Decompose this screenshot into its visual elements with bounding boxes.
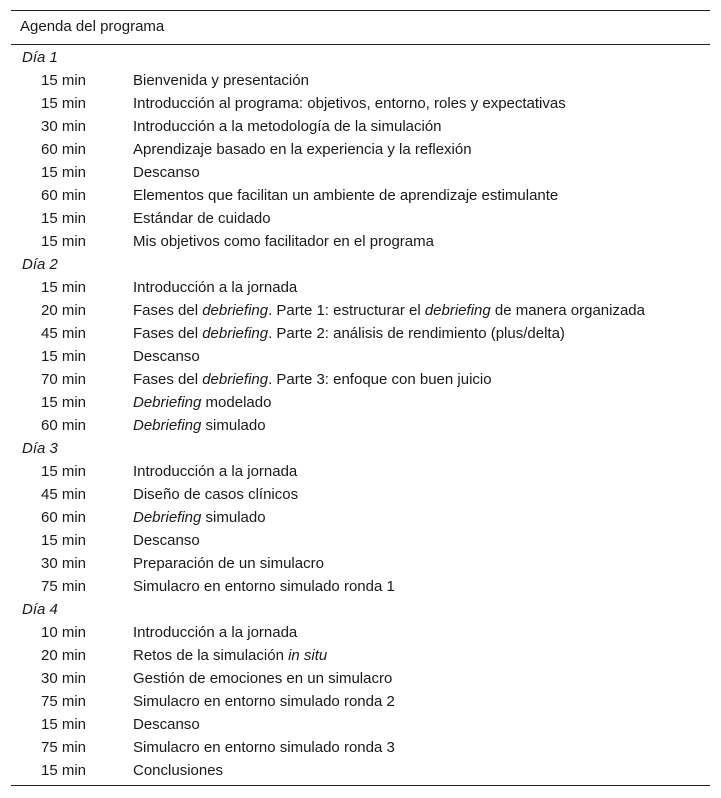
- activity-cell: [133, 575, 395, 598]
- activity-cell: [133, 69, 309, 92]
- agenda-row: [11, 207, 710, 230]
- activity-text: Retos de la simulación: [133, 647, 289, 664]
- duration-cell: 75 min: [41, 578, 87, 595]
- duration-cell: 20 min: [41, 647, 87, 664]
- activity-text: Preparación de un simulacro: [133, 555, 324, 572]
- activity-text: Simulacro en entorno simulado ronda 3: [133, 739, 395, 756]
- duration-cell: 15 min: [41, 532, 87, 549]
- activity-cell: [133, 230, 434, 253]
- activity-cell: [133, 207, 271, 230]
- agenda-row: [11, 713, 710, 736]
- duration-cell: 45 min: [41, 486, 87, 503]
- activity-text: simulado: [201, 417, 266, 434]
- activity-text: Descanso: [133, 348, 200, 365]
- duration-cell: 45 min: [41, 325, 87, 342]
- agenda-row: [11, 483, 710, 506]
- duration-cell: 10 min: [41, 624, 87, 641]
- activity-text: Descanso: [133, 532, 200, 549]
- duration-cell: 15 min: [41, 233, 87, 250]
- activity-text: Aprendizaje basado en la experiencia y la reflexión: [133, 141, 472, 158]
- activity-text: de manera organizada: [490, 302, 645, 319]
- activity-cell: [133, 713, 200, 736]
- activity-cell: [133, 161, 200, 184]
- activity-text: Introducción a la jornada: [133, 624, 298, 641]
- activity-text: Simulacro en entorno simulado ronda 2: [133, 693, 395, 710]
- duration-cell: 60 min: [41, 187, 87, 204]
- agenda-row: [11, 506, 710, 529]
- agenda-row: [11, 667, 710, 690]
- activity-text: Introducción al programa: objetivos, entorno, roles y expectativas: [133, 95, 566, 112]
- day-heading: Día 3: [22, 440, 58, 457]
- activity-cell: [133, 529, 200, 552]
- agenda-row: [11, 621, 710, 644]
- activity-cell: [133, 299, 645, 322]
- duration-cell: 15 min: [41, 279, 87, 296]
- italic-term: debriefing: [424, 302, 491, 319]
- activity-cell: [133, 322, 565, 345]
- activity-text: Mis objetivos como facilitador en el programa: [133, 233, 434, 250]
- activity-text: Fases del: [133, 325, 203, 342]
- activity-cell: [133, 92, 566, 115]
- agenda-row: [11, 276, 710, 299]
- duration-cell: 75 min: [41, 739, 87, 756]
- agenda-row: [11, 184, 710, 207]
- duration-cell: 30 min: [41, 118, 87, 135]
- activity-text: . Parte 1: estructurar el: [268, 302, 425, 319]
- activity-cell: [133, 460, 297, 483]
- italic-term: Debriefing: [133, 394, 202, 411]
- italic-term: debriefing: [202, 325, 269, 342]
- agenda-row: [11, 644, 710, 667]
- activity-cell: [133, 552, 324, 575]
- agenda-row: [11, 115, 710, 138]
- duration-cell: 20 min: [41, 302, 87, 319]
- agenda-row: [11, 529, 710, 552]
- duration-cell: 15 min: [41, 762, 87, 779]
- agenda-row: [11, 368, 710, 391]
- duration-cell: 15 min: [41, 95, 87, 112]
- table-header: Agenda del programa: [11, 11, 710, 43]
- activity-cell: [133, 414, 266, 437]
- activity-text: . Parte 2: análisis de rendimiento (plus/delta): [268, 325, 565, 342]
- italic-term: Debriefing: [133, 417, 202, 434]
- activity-cell: [133, 690, 395, 713]
- activity-text: Descanso: [133, 716, 200, 733]
- agenda-row: [11, 736, 710, 759]
- duration-cell: 70 min: [41, 371, 87, 388]
- day-heading: Día 4: [22, 601, 58, 618]
- activity-text: Introducción a la metodología de la simulación: [133, 118, 442, 135]
- activity-text: Estándar de cuidado: [133, 210, 271, 227]
- activity-cell: [133, 138, 472, 161]
- duration-cell: 15 min: [41, 348, 87, 365]
- activity-text: . Parte 3: enfoque con buen juicio: [268, 371, 492, 388]
- agenda-row: [11, 345, 710, 368]
- activity-text: Gestión de emociones en un simulacro: [133, 670, 393, 687]
- activity-cell: [133, 345, 200, 368]
- activity-text: Diseño de casos clínicos: [133, 486, 299, 503]
- agenda-row: [11, 161, 710, 184]
- agenda-row: [11, 230, 710, 253]
- duration-cell: 60 min: [41, 417, 87, 434]
- duration-cell: 15 min: [41, 463, 87, 480]
- table-bottom-rule: [11, 785, 710, 786]
- duration-cell: 60 min: [41, 509, 87, 526]
- italic-term: debriefing: [202, 302, 269, 319]
- agenda-row: [11, 552, 710, 575]
- agenda-row: [11, 414, 710, 437]
- activity-text: Introducción a la jornada: [133, 463, 298, 480]
- duration-cell: 15 min: [41, 72, 87, 89]
- activity-text: Elementos que facilitan un ambiente de aprendizaje estimulante: [133, 187, 559, 204]
- agenda-row: [11, 138, 710, 161]
- duration-cell: 15 min: [41, 164, 87, 181]
- activity-cell: [133, 483, 298, 506]
- activity-cell: [133, 368, 492, 391]
- activity-text: Simulacro en entorno simulado ronda 1: [133, 578, 395, 595]
- duration-cell: 75 min: [41, 693, 87, 710]
- activity-text: modelado: [201, 394, 272, 411]
- agenda-row: [11, 69, 710, 92]
- italic-term: Debriefing: [133, 509, 202, 526]
- agenda-row: [11, 759, 710, 782]
- agenda-row: [11, 575, 710, 598]
- agenda-table: [11, 10, 710, 786]
- duration-cell: 60 min: [41, 141, 87, 158]
- activity-cell: [133, 736, 395, 759]
- activity-cell: [133, 621, 297, 644]
- activity-text: simulado: [201, 509, 266, 526]
- activity-text: Bienvenida y presentación: [133, 72, 309, 89]
- italic-term: debriefing: [202, 371, 269, 388]
- activity-cell: [133, 276, 297, 299]
- agenda-row: [11, 322, 710, 345]
- italic-term: in situ: [288, 647, 328, 664]
- activity-text: Fases del: [133, 302, 203, 319]
- agenda-row: [11, 690, 710, 713]
- duration-cell: 30 min: [41, 555, 87, 572]
- agenda-row: [11, 460, 710, 483]
- day-heading: Día 1: [22, 49, 58, 66]
- activity-text: Fases del: [133, 371, 203, 388]
- activity-cell: [133, 644, 327, 667]
- activity-text: Conclusiones: [133, 762, 224, 779]
- duration-cell: 15 min: [41, 210, 87, 227]
- activity-text: Introducción a la jornada: [133, 279, 298, 296]
- duration-cell: 15 min: [41, 394, 87, 411]
- duration-cell: 30 min: [41, 670, 87, 687]
- agenda-row: [11, 92, 710, 115]
- activity-cell: [133, 391, 271, 414]
- duration-cell: 15 min: [41, 716, 87, 733]
- agenda-row: [11, 299, 710, 322]
- agenda-row: [11, 391, 710, 414]
- table-body: [11, 45, 710, 782]
- day-heading: Día 2: [22, 256, 58, 273]
- activity-text: Descanso: [133, 164, 200, 181]
- activity-cell: [133, 184, 558, 207]
- activity-cell: [133, 759, 223, 782]
- activity-cell: [133, 115, 442, 138]
- activity-cell: [133, 506, 266, 529]
- activity-cell: [133, 667, 392, 690]
